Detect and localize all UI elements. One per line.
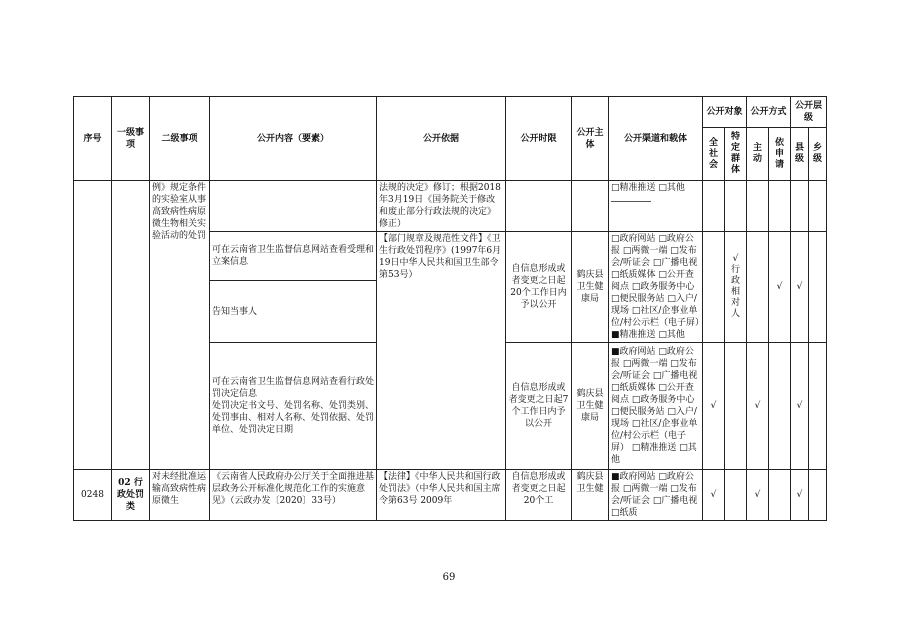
cell-method-active: √ (747, 470, 769, 521)
table-row (74, 181, 827, 232)
header-method-apply: 依申请 (769, 128, 791, 181)
cell-seq-continued (74, 181, 112, 470)
cell-basis: 【部门规章及规范性文件】《卫生行政处罚程序》(1997年6月19日中华人民共和国卫生部令第53号） (377, 232, 506, 470)
header-target-all: 全社会 (703, 128, 725, 181)
cell-content: 可在云南省卫生监督信息网站查看行政处罚决定信息 处罚决定书文号、处罚名称、处罚类别、处罚事由、相对人名称、处罚依据、处罚单位、处罚决定日期 (210, 343, 377, 470)
cell-channel: ■政府网站 □政府公报 □两微一端 □发布会/听证会 □广播电视 □纸质 (609, 470, 703, 521)
header-target-specific: 特定群体 (725, 128, 747, 181)
cell-empty (725, 181, 747, 232)
cell-empty (809, 470, 827, 521)
table-row (74, 470, 827, 521)
cell-time-continued (506, 181, 572, 232)
header-subject: 公开主体 (572, 97, 609, 181)
cell-empty (791, 181, 809, 232)
header-target-group: 公开对象 (703, 97, 747, 128)
header-level2: 二级事项 (150, 97, 210, 181)
page-number: 69 (442, 572, 456, 583)
header-channel: 公开渠道和载体 (609, 97, 703, 181)
cell-content: 可在云南省卫生监督信息网站查看受理和立案信息 (210, 232, 377, 281)
disclosure-table (73, 96, 827, 521)
cell-level-county: √ (791, 343, 809, 470)
cell-target-specific: √行政相对人 (725, 232, 747, 343)
cell-empty (703, 181, 725, 232)
header-basis: 公开依据 (377, 97, 506, 181)
cell-time-limit: 自信息形成或者变更之日起7个工作日内予以公开 (506, 343, 572, 470)
header-row (74, 97, 827, 128)
cell-target-all: √ (703, 470, 725, 521)
cell-basis: 【法律】《中华人民共和国行政处罚法》（中华人民共和国主席令第63号 2009年 (377, 470, 506, 521)
cell-seq: 0248 (74, 470, 112, 521)
cell-subject: 鹤庆县卫生健康局 (572, 343, 609, 470)
cell-subject: 鹤庆县卫生健康局 (572, 232, 609, 343)
header-content: 公开内容（要素） (210, 97, 377, 181)
cell-level2-continued: 例》规定条件的实验室从事高致病性病原微生物相关实验活动的处罚 (150, 181, 210, 470)
cell-time-limit: 自信息形成或者变更之日起20个工 (506, 470, 572, 521)
cell-channel: ■政府网站 □政府公报 □两微一端 □发布会/听证会 □广播电视 □纸质媒体 □公开查阅点 □政务服务中心 □便民服务站 □入户/现场 □社区/企事业单位/村公示栏（电子屏） □精准推送 □其他 (609, 343, 703, 470)
cell-subject-continued (572, 181, 609, 232)
cell-empty (703, 232, 725, 343)
cell-content: 《云南省人民政府办公厅关于全面推进基层政务公开标准化规范化工作的实施意见》（云政办发〔2020〕33号） (210, 470, 377, 521)
cell-empty (769, 343, 791, 470)
cell-empty (809, 343, 827, 470)
cell-empty (747, 181, 769, 232)
header-level-town: 乡级 (809, 128, 827, 181)
cell-level1: 02 行政处罚类 (112, 470, 150, 521)
divider (611, 201, 651, 202)
cell-channel: □政府网站 □政府公报 □两微一端 □发布会/听证会 □广播电视 □纸质媒体 □公开查阅点 □政务服务中心 □便民服务站 □入户/现场 □社区/企事业单位/村公示栏（电子屏）■精准推送 □其他 (609, 232, 703, 343)
header-method-group: 公开方式 (747, 97, 791, 128)
cell-level-county: √ (791, 470, 809, 521)
cell-content: 告知当事人 (210, 281, 377, 343)
cell-subject: 鹤庆县卫生健 (572, 470, 609, 521)
cell-method-active: √ (747, 343, 769, 470)
header-time-limit: 公开时限 (506, 97, 572, 181)
header-level-group: 公开层级 (791, 97, 827, 128)
header-seq: 序号 (74, 97, 112, 181)
cell-method-apply: √ (769, 232, 791, 343)
cell-channel-continued: □精准推送 □其他 (609, 181, 703, 232)
cell-empty (769, 470, 791, 521)
cell-level2: 对未经批准运输高致病性病原微生 (150, 470, 210, 521)
cell-target-all: √ (703, 343, 725, 470)
cell-level1-continued (112, 181, 150, 470)
cell-empty (809, 181, 827, 232)
header-method-active: 主动 (747, 128, 769, 181)
cell-empty (769, 181, 791, 232)
cell-basis-continued: 法规的决定》修订；根据2018年3月19日《国务院关于修改和废止部分行政法规的决定》修正） (377, 181, 506, 232)
cell-content-continued (210, 181, 377, 232)
cell-empty (725, 343, 747, 470)
cell-time-limit: 自信息形成或者变更之日起20个工作日内予以公开 (506, 232, 572, 343)
cell-level-county: √ (791, 232, 809, 343)
cell-empty (747, 232, 769, 343)
header-level1: 一级事项 (112, 97, 150, 181)
cell-empty (725, 470, 747, 521)
header-level-county: 县级 (791, 128, 809, 181)
cell-empty (809, 232, 827, 343)
